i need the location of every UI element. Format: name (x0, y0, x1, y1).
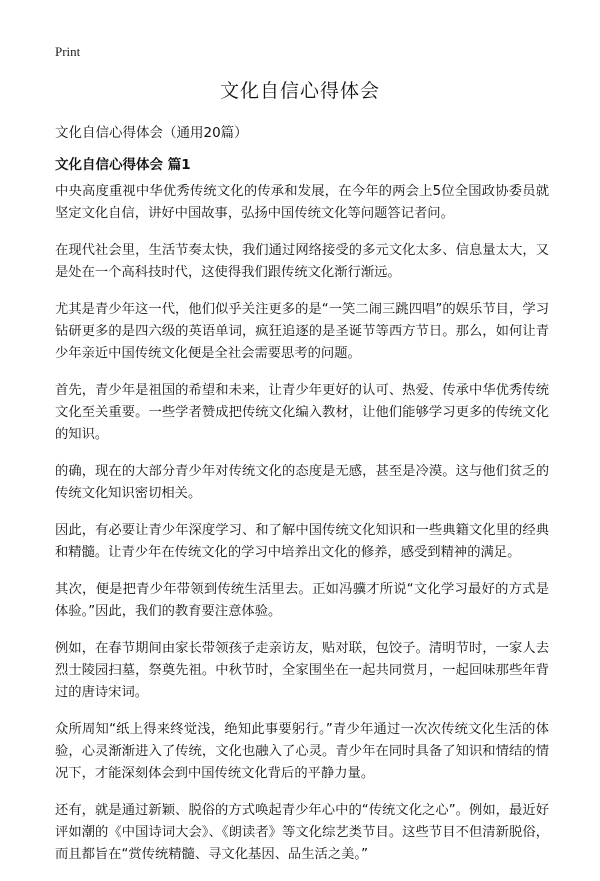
page-title: 文化自信心得体会 (219, 80, 380, 102)
body-paragraph: 的确，现在的大部分青少年对传统文化的态度是无感，甚至是冷漠。这与他们贫乏的传统文化知识密切相关。 (55, 464, 549, 501)
article-body (55, 181, 549, 881)
body-paragraph: 首先，青少年是祖国的希望和未来，让青少年更好的认可、热爱、传承中华优秀传统文化至关重要。一些学者赞成把传统文化编入教材，让他们能够学习更多的传统文化的知识。 (55, 383, 549, 442)
body-paragraph: 例如，在春节期间由家长带领孩子走亲访友，贴对联，包饺子。清明节时，一家人去烈士陵园扫墓，祭奠先祖。中秋节时，全家围坐在一起共同赏月，一起回味那些年背过的唐诗宋词。 (55, 641, 549, 700)
body-paragraph: 众所周知“纸上得来终觉浅，绝知此事要躬行。”青少年通过一次次传统文化生活的体验，心灵渐渐进入了传统，文化也融入了心灵。青少年在同时具备了知识和情结的情况下，才能深刻体会到中国传统文化背后的平静力量。 (55, 722, 549, 781)
print-link[interactable]: Print (55, 44, 81, 59)
body-paragraph: 中央高度重视中华优秀传统文化的传承和发展，在今年的两会上5位全国政协委员就坚定文化自信，讲好中国故事，弘扬中国传统文化等问题答记者问。 (55, 184, 549, 221)
body-paragraph: 尤其是青少年这一代，他们似乎关注更多的是“一笑二闹三跳四唱”的娱乐节目，学习钻研更多的是四六级的英语单词，疯狂追逐的是圣诞节等西方节日。那么，如何让青少年亲近中国传统文化便是全社会需要思考的问题。 (55, 302, 549, 361)
body-paragraph: 其次，便是把青少年带领到传统生活里去。正如冯骥才所说“文化学习最好的方式是体验。”因此，我们的教育要注意体验。 (55, 582, 549, 619)
body-paragraph: 因此，有必要让青少年深度学习、和了解中国传统文化知识和一些典籍文化里的经典和精髓。让青少年在传统文化的学习中培养出文化的修养，感受到精神的满足。 (55, 523, 549, 560)
body-paragraph: 在现代社会里，生活节奏太快，我们通过网络接受的多元文化太多、信息量太大，又是处在一个高科技时代，这使得我们跟传统文化渐行渐远。 (55, 243, 549, 280)
body-paragraph: 还有，就是通过新颖、脱俗的方式唤起青少年心中的“传统文化之心”。例如，最近好评如潮的《中国诗词大会》、《朗读者》等文化综艺类节目。这些节目不但清新脱俗，而且都旨在“赏传统精髓、寻文化基因、品生活之美。” (55, 803, 549, 862)
section-heading: 文化自信心得体会 篇1 (55, 157, 191, 173)
document-subtitle: 文化自信心得体会（通用20篇） (55, 125, 248, 141)
